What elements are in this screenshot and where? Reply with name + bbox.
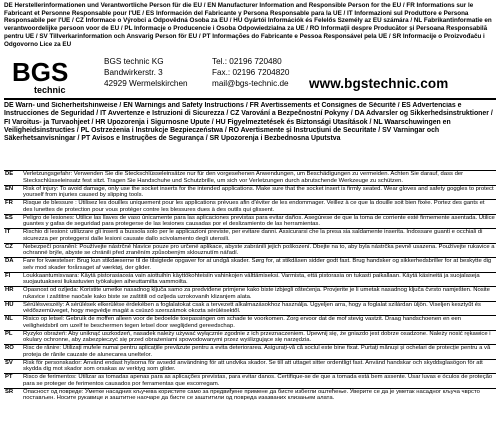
warning-entry bbox=[4, 286, 496, 301]
warning-text: Risque de blessure : Utilisez les douilles uniquement pour les applications prévues afin d'éviter de les endommager. Veillez à ce que la douille soit bien fixée. Portez des gants et des lunettes de protection pour vous protéger contre les blessures dues à des outils qui glissent. bbox=[23, 200, 485, 213]
language-code: PL bbox=[5, 330, 13, 337]
warning-text: Opasnost od ozljeda: Koristite umetke nasadnog ključa samo za predviđene primjene kako biste izbjegli oštećenja. Provjerite je li umetak nasadnog ključa čvrsto namješten. Nosite rukavice i zaštitne naočale kako biste se zaštitili od ozljeda uzrokovanih klizanjem alata. bbox=[23, 287, 490, 300]
language-code: IT bbox=[5, 229, 11, 235]
language-code: SR bbox=[5, 388, 14, 395]
bgs-technic-logo bbox=[10, 54, 74, 96]
warning-text: Loukkaantumisvaara: Käytä pistorasiaosia vain aiottuihin käyttökohteisiin vahinkojen välttämiseksi. Varmista, että pistorasia on tukasti paikallaan. Käytä käsineitä ja suojalaseja suojautuaksesi liukastuvien työkalujen aiheuttamilta vammoilta. bbox=[23, 272, 480, 286]
company-tel: Tel.: 02196 720480 bbox=[212, 57, 282, 66]
language-code: RO bbox=[5, 345, 14, 351]
language-code: DE bbox=[5, 171, 14, 177]
warnings-section-title: DE Warn- und Sicherheitshinweise / EN Warnings and Safety Instructions / FR Avertissements et Consignes de Sécurité / ES Advertencias e Instrucciones de Seguridad / IT Avvertenze e Istruzioni di Sicurezza / CZ Varování a Bezpečnostní Pokyny / DA Advarsler og Sikkerhedsinstruktioner / FI Varoitus- ja Turvaohjeet / HR Upozorenja i Sigurnosne Upute / HU Figyelmeztetések és Biztonsági Utasítások / NL Waarschuwingen en Veiligheidsinstructies / PL Ostrzeżenia i Instrukcje Bezpieczeństwa / RO Avertismente și Instrucțiuni de Securitate / SV Varningar och Säkerhetsanvisningar / PT Avisos e Instruções de Segurança / SR Upozorenja i Bezbednosna Uputstva bbox=[4, 102, 493, 143]
warning-text: Опасност од повреде: Уметке насадних кључева користите само за предвиђене примене да бисте избегли оштећење. Уверите се да је уметак насадног кључа чврсто постављен. Носите рукавице и заштитне наочаре да бисте се заштитили од повреда изазваних клизањем алата. bbox=[23, 388, 480, 402]
warning-text: Risc de rănire: Utilizați mufele numai pentru aplicațiile prevăzute pentru a evita deteriorarea. Asigurați-vă că soclul este bine fixat. Purtați mănuși și ochelari de protecție pentru a vă proteja de rănile cauzate de alunecarea uneltelor. bbox=[23, 345, 491, 358]
language-code: DA bbox=[5, 258, 14, 264]
language-code: CZ bbox=[5, 243, 13, 250]
logo-sub-text: technic bbox=[34, 85, 66, 95]
language-code: HR bbox=[5, 287, 14, 293]
warning-entry bbox=[4, 185, 496, 200]
warning-entry bbox=[4, 243, 496, 258]
company-block bbox=[4, 52, 496, 96]
divider bbox=[4, 98, 496, 100]
warning-text: Risico op letsel: Gebruik de moffen alleen voor de bedoelde toepassingen om schade te voorkomen. Zorg ervoor dat de mof stevig vastzit. Draag handschoenen en een veiligheidsbril om uzelf te beschermen tegen letsel door weglijdend gereedschap. bbox=[23, 316, 462, 329]
warning-entry bbox=[4, 388, 496, 403]
company-fax: Fax.: 02196 7204820 bbox=[212, 68, 290, 77]
warning-entry bbox=[4, 301, 496, 316]
warning-text: Verletzungsgefahr: Verwenden Sie die Steckschlüsseleinsätze nur für den vorgesehenen Anwendungen, um Beschädigungen zu vermeiden. Achten Sie darauf, dass der Steckschlüsseleinsatz fest sitzt. Tragen Sie Handschuhe und Schutzbrille, um sich vor Verletzungen durch abrutschende Werkzeuge zu schützen. bbox=[23, 171, 464, 184]
language-code: ES bbox=[5, 214, 13, 221]
warning-text: Risco de ferimentos: Utilizar as tomadas apenas para as aplicações previstas, para evitar danos. Certifique-se de que a tomada está bem assente. Usar luvas e óculos de proteção para se proteger de ferimentos causados por ferramentas que escorregam. bbox=[23, 374, 493, 387]
warning-text: Fare for kvæstelser: Brug kun stikdæserne til de tilsigtede opgaver for at undgå skader. Sørg for, at stikdåsen sidder godt fast. Brug handsker og sikkerhedsbriller for at beskytte dig selv mod skader forårsaget af værktøj, der glider. bbox=[23, 258, 492, 271]
company-mail: mail@bgs-technic.de bbox=[212, 79, 289, 88]
language-code: EN bbox=[5, 185, 14, 192]
language-code: SV bbox=[5, 359, 13, 366]
warning-text: Sérülésveszély: A sérülések elkerülése érdekében a foglalatokat csak a tervezett alkalmazásokhoz használja. Ügyeljen arra, hogy a foglalat szilárdan üljön. Viseljen kesztyűt és védőszemüveget, hogy megvédje magát a csúszó szerszámok okozta sérülésektől. bbox=[23, 301, 481, 315]
warning-entry bbox=[4, 170, 496, 185]
warning-entry bbox=[4, 344, 496, 359]
warning-text: Nebezpečí poranění: Používejte nástrčné hlavice pouze pro určené aplikace, abyste zabránili jejich poškození. Dbejte na to, aby byla nástrčka pevně usazena. Používejte rukavice a ochranné brýle, abyste se chránili před zraněním způsobeným sklouznutím nářadí. bbox=[23, 243, 495, 257]
warning-entry bbox=[4, 214, 496, 229]
warning-text: Peligro de lesiones: Utilice las llaves de vaso únicamente para las aplicaciones previstas para evitar daños. Asegúrese de que la toma de corriente esté firmemente asentada. Utilice guantes y gafas de seguridad para protegerse de las lesiones causadas por el deslizamiento de las herramientas. bbox=[23, 214, 495, 228]
manufacturer-info-header: DE Herstellerinformationen und Verantwortliche Person für die EU / EN Manufacturer Information and Responsible Person for the EU / FR Informations sur le Fabricant et Personne Responsable pour l'UE / ES Información del Fabricante y Persona Responsable para la UE / IT Informazioni sul Produttore e Persona Responsabile per l'UE / CZ Informace o Výrobci a Odpovědná Osoba za EU / HU Gyártói Információk és Felelős Személy az EU számára / NL Fabrikantinformatie en verantwoordelijke persoon voor de EU / PL Informacje o Producencie i Osoba Odpowiedzialna za UE / RO Informații despre Producător și Persoana Responsabilă pentru UE / SV Tillverkarinformation och Ansvarig Person för EU / PT Informações do Fabricante e Pessoa Responsável pela UE / SR Informacije o Proizvođaču i Odgovorno Lice za EU bbox=[4, 2, 492, 48]
warning-entry bbox=[4, 373, 496, 388]
company-website: www.bgstechnic.com bbox=[309, 76, 449, 91]
language-code: FR bbox=[5, 200, 13, 206]
warnings-list bbox=[4, 170, 496, 402]
warning-entry bbox=[4, 257, 496, 272]
company-street: Bandwirkerstr. 3 bbox=[104, 68, 163, 77]
warning-text: Risk för personskador: Använd endast hylsorna för avsedd användning för att undvika skador. Se till att uttaget sitter ordentligt fast. Använd handskar och skyddsglasögon för att skydda dig mot skador som orsakas av verktyg som glider. bbox=[23, 359, 483, 373]
language-code: HU bbox=[5, 301, 14, 308]
language-code: PT bbox=[5, 374, 13, 380]
warning-entry bbox=[4, 199, 496, 214]
warning-entry bbox=[4, 228, 496, 243]
address-column bbox=[104, 56, 188, 89]
bgs-logo-graphic bbox=[10, 54, 74, 96]
company-city: 42929 Wermelskirchen bbox=[104, 79, 188, 88]
logo-brand-text: BGS bbox=[12, 57, 69, 87]
warning-entry bbox=[4, 330, 496, 345]
warning-entry bbox=[4, 359, 496, 374]
contact-column bbox=[212, 56, 289, 89]
warning-text: Risk of injury: To avoid damage, only use the socket inserts for the intended applications. Make sure that the socket insert is firmly seated. Wear gloves and safety goggles to protect yourself from injuries caused by slipping tools. bbox=[23, 185, 494, 199]
warning-entry bbox=[4, 272, 496, 287]
warning-text: Ryzyko obrażeń: Aby uniknąć uszkodzeń, nasadek należy używać wyłącznie zgodnie z ich przeznaczeniem. Upewnij się, że gniazdo jest dobrze osadzone. Należy nosić rękawice i okulary ochronne, aby zabezpieczyć się przed obrażeniami spowodowanymi przez wyślizgujące się narzędzia. bbox=[23, 330, 491, 344]
warning-entry bbox=[4, 315, 496, 330]
warning-text: Rischio di lesioni: utilizzare gli inserti a bussola solo per le applicazioni previste, per evitare danni. Assicurarsi che la presa sia saldamente inserita. Indossare guanti e occhiali di sicurezza per proteggersi dalle lesioni causate dallo scivolamento degli utensili. bbox=[23, 229, 483, 242]
language-code: NL bbox=[5, 316, 13, 322]
company-name: BGS technic KG bbox=[104, 57, 164, 66]
language-code: FI bbox=[5, 272, 11, 279]
